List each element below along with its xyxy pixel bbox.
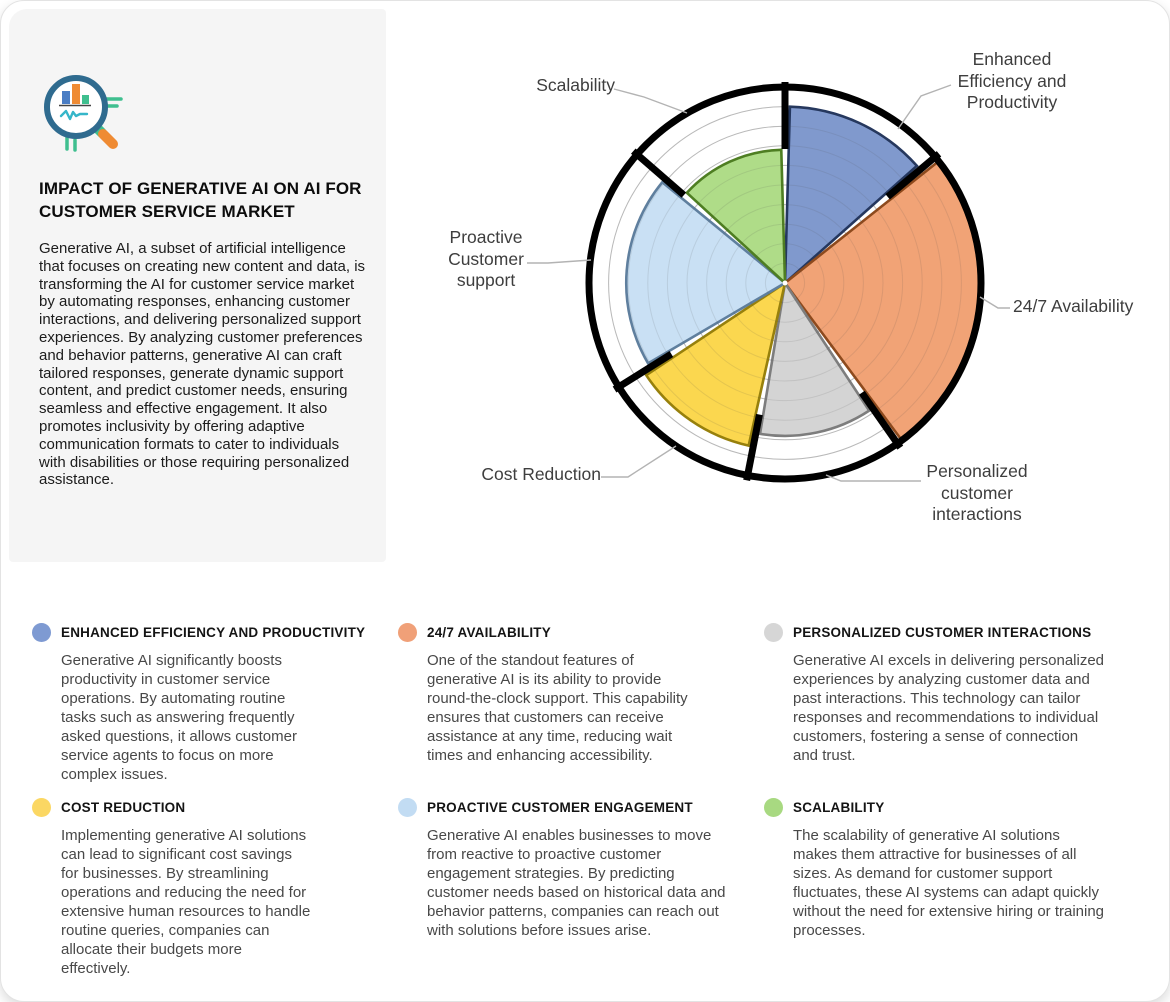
legend-body: Generative AI significantly boosts productivity in customer service operations. By automating routine tasks such as answering frequently asked questions, it allows customer service agents to focus on more complex issues. — [61, 652, 297, 783]
label-leader-line — [614, 89, 687, 113]
legend-title: ENHANCED EFFICIENCY AND PRODUCTIVITY — [61, 625, 366, 640]
legend-body: Implementing generative AI solutions can lead to significant cost savings for businesses. By streamlining operations and reducing the need for extensive human resources to handle routine queries, companies can allocate their budgets more effectively. — [61, 827, 311, 977]
legend-dot-lightblue — [398, 798, 417, 817]
page-description: Generative AI, a subset of artificial intelligence that focuses on creating new content and data, is transforming the AI for customer service market by automating responses, enhancing customer interactions, and delivering personalized support experiences. By analyzing customer preferences and behavior patterns, generative AI can craft tailored responses, generate dynamic support content, and predict customer needs, ensuring seamless and effective engagement. It also promotes inclusivity by offering adaptive communication formats to cater to individuals with disabilities or those requiring personalized assistance. — [39, 240, 366, 489]
legend-title: SCALABILITY — [793, 800, 885, 815]
legend-title: PROACTIVE CUSTOMER ENGAGEMENT — [427, 800, 693, 815]
legend-title: PERSONALIZED CUSTOMER INTERACTIONS — [793, 625, 1092, 640]
legend-dot-yellow — [32, 798, 51, 817]
legend-body: Generative AI excels in delivering personalized experiences by analyzing customer data and past interactions. This technology can tailor responses and recommendations to individual customers, fostering a sense of connection and trust. — [793, 652, 1105, 764]
chart-label-5: Scalability — [536, 75, 615, 95]
chart-label-1: 24/7 Availability — [1013, 296, 1134, 316]
legend-item-availability — [398, 623, 739, 784]
legend-dot-blue — [32, 623, 51, 642]
polar-pie-chart — [386, 1, 1170, 566]
info-panel — [9, 9, 386, 562]
label-leader-line — [898, 85, 951, 129]
legend-dot-orange — [398, 623, 417, 642]
legend-item-cost-reduction — [32, 798, 373, 978]
chart-label-0: Enhanced Efficiency and Productivity — [957, 49, 1067, 112]
legend-section — [1, 566, 1170, 978]
chart-magnifier-icon — [39, 69, 143, 157]
label-leader-line — [980, 297, 1010, 308]
legend-item-scalability — [764, 798, 1106, 978]
legend-item-personalized — [764, 623, 1106, 784]
legend-body: The scalability of generative AI solutions makes them attractive for businesses of all sizes. As demand for customer support fluctuates, these AI systems can adapt quickly without the need for extensive hiring or training processes. — [793, 827, 1105, 939]
label-leader-line — [601, 446, 676, 477]
legend-dot-green — [764, 798, 783, 817]
legend-item-enhanced-efficiency — [32, 623, 373, 784]
legend-body: One of the standout features of generative AI is its ability to provide round-the-clock support. This capability ensures that customers can receive assistance at any time, reducing wait times and enhancing accessibility. — [427, 652, 688, 764]
chart-label-2: Personalized customer interactions — [926, 461, 1028, 524]
legend-dot-gray — [764, 623, 783, 642]
legend-body: Generative AI enables businesses to move from reactive to proactive customer engagement strategies. By predicting customer needs based on historical data and behavior patterns, companies can reach out with solutions before issues arise. — [427, 827, 726, 939]
legend-title: 24/7 AVAILABILITY — [427, 625, 551, 640]
legend-item-proactive — [398, 798, 739, 978]
legend-title: COST REDUCTION — [61, 800, 186, 815]
page-title: IMPACT OF GENERATIVE AI ON AI FOR CUSTOMER SERVICE MARKET — [39, 179, 362, 221]
chart-label-4: Proactive Customer support — [448, 227, 524, 290]
chart-label-3: Cost Reduction — [481, 464, 601, 484]
